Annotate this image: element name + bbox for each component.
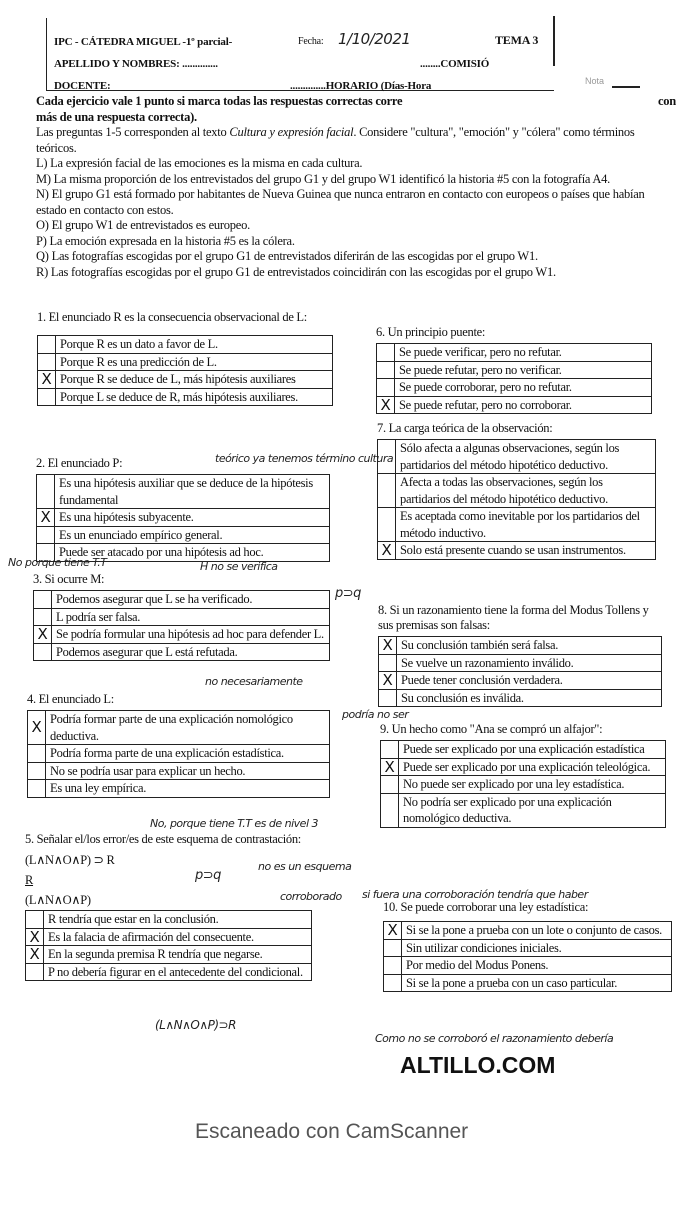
option-checkbox[interactable]: [378, 508, 396, 542]
option-row: [377, 379, 652, 397]
option-checkbox[interactable]: [381, 793, 399, 827]
option-row: [377, 344, 652, 362]
option-text: Sólo afecta a algunas observaciones, según los partidarios del método hipotético deductivo.: [396, 440, 656, 474]
option-row: [378, 440, 656, 474]
option-text: Es aceptada como inevitable por los partidarios del método inductivo.: [396, 508, 656, 542]
option-text: Podemos asegurar que L se ha verificado.: [52, 591, 330, 609]
option-text: R tendría que estar en la conclusión.: [44, 911, 312, 929]
statement-r: R) Las fotografías escogidas por el grupo G1 de entrevistados coincidirán con las escogidas por el grupo W1.: [36, 264, 556, 279]
option-row: [384, 922, 672, 940]
option-checkbox[interactable]: [384, 939, 402, 957]
question-q3: [33, 572, 330, 661]
option-row: [384, 939, 672, 957]
option-text: Afecta a todas las observaciones, según los partidarios del método hipotético deductivo.: [396, 474, 656, 508]
option-text: No puede ser explicado por una ley estadística.: [399, 776, 666, 794]
option-row: [377, 396, 652, 414]
option-checkbox[interactable]: X: [38, 371, 56, 389]
option-text: Puede ser atacado por una hipótesis ad hoc.: [55, 544, 330, 562]
option-row: [381, 776, 666, 794]
horario-field: ..............HORARIO (Días-Hora: [290, 80, 432, 92]
option-checkbox[interactable]: [379, 654, 397, 672]
divider: [553, 16, 555, 66]
option-text: Es la falacia de afirmación del consecuente.: [44, 928, 312, 946]
option-text: Es una hipótesis subyacente.: [55, 509, 330, 527]
handwritten-note: podría no ser: [342, 708, 409, 721]
option-checkbox[interactable]: [377, 379, 395, 397]
handwritten-note: p⊃q: [195, 868, 221, 883]
statement-m: M) La misma proporción de los entrevistados del grupo G1 y del grupo W1 identificó la historia #5 con la fotografía A4.: [36, 171, 611, 186]
option-checkbox[interactable]: X: [37, 509, 55, 527]
option-row: [384, 974, 672, 992]
option-row: [28, 711, 330, 745]
options-table: [378, 636, 662, 707]
option-checkbox[interactable]: [28, 762, 46, 780]
formula-line: (L∧N∧O∧P) ⊃ R: [25, 853, 115, 867]
option-checkbox[interactable]: [377, 361, 395, 379]
scanner-watermark: Escaneado con CamScanner: [195, 1120, 469, 1143]
instruction-line: [36, 94, 676, 110]
options-table: [33, 590, 330, 661]
option-row: [378, 508, 656, 542]
brand-watermark: ALTILLO.COM: [400, 1052, 556, 1078]
option-checkbox[interactable]: [26, 911, 44, 929]
course-title: IPC - CÁTEDRA MIGUEL -1º parcial-: [54, 36, 233, 48]
option-text: Es una ley empírica.: [46, 780, 330, 798]
handwritten-note: Como no se corroboró el razonamiento debería: [375, 1032, 614, 1045]
option-text: Porque L se deduce de R, más hipótesis auxiliares.: [56, 388, 333, 406]
option-row: [38, 353, 333, 371]
option-row: [28, 780, 330, 798]
option-text: Se puede corroborar, pero no refutar.: [395, 379, 652, 397]
question-title: 4. El enunciado L:: [27, 692, 114, 706]
options-table: [36, 474, 330, 562]
nota-label: Nota: [585, 76, 605, 86]
options-table: [383, 921, 672, 992]
instruction-text-end: con: [658, 94, 676, 108]
option-row: [38, 371, 333, 389]
handwritten-note: p⊃q: [335, 586, 361, 601]
option-row: [37, 509, 330, 527]
name-field: APELLIDO Y NOMBRES: ..............: [54, 58, 218, 70]
question-q9: [380, 722, 666, 828]
option-text: Es una hipótesis auxiliar que se deduce de la hipótesis fundamental: [55, 475, 330, 509]
handwritten-note: teórico ya tenemos término cultura: [215, 452, 394, 465]
handwritten-note: no es un esquema: [258, 860, 352, 873]
option-text: Se puede verificar, pero no refutar.: [395, 344, 652, 362]
option-row: [381, 793, 666, 827]
option-checkbox[interactable]: X: [384, 922, 402, 940]
option-text: Su conclusión también será falsa.: [397, 637, 662, 655]
options-table: [380, 740, 666, 828]
option-checkbox[interactable]: [34, 643, 52, 661]
question-title: 6. Un principio puente:: [376, 325, 486, 339]
option-checkbox[interactable]: X: [381, 758, 399, 776]
options-table: [25, 910, 312, 981]
question-q4: [27, 692, 330, 798]
question-q7: [377, 421, 656, 560]
instruction-text: Las preguntas 1-5 corresponden al texto: [36, 125, 230, 139]
option-row: [377, 361, 652, 379]
option-checkbox[interactable]: [26, 963, 44, 981]
question-q8: [378, 603, 662, 707]
question-title: 9. Un hecho como "Ana se compró un alfajor":: [380, 722, 603, 736]
question-title: 5. Señalar el/los error/es de este esquema de contrastación:: [25, 832, 301, 846]
question-title: 1. El enunciado R es la consecuencia observacional de L:: [37, 310, 307, 324]
option-text: Podemos asegurar que L está refutada.: [52, 643, 330, 661]
option-checkbox[interactable]: [34, 608, 52, 626]
handwritten-note: No, porque tiene T.T es de nivel 3: [150, 817, 319, 830]
question-q1: [37, 310, 333, 406]
option-checkbox[interactable]: [377, 344, 395, 362]
instruction-text: . Considere "cultura", "emoción" y "cólera" como términos teóricos.: [36, 125, 635, 155]
option-row: [379, 689, 662, 707]
option-row: [37, 526, 330, 544]
option-checkbox[interactable]: [379, 689, 397, 707]
question-title: 7. La carga teórica de la observación:: [377, 421, 553, 435]
option-checkbox[interactable]: [38, 336, 56, 354]
handwritten-note: si fuera una corroboración tendría que haber: [362, 888, 588, 901]
option-text: Se puede refutar, pero no verificar.: [395, 361, 652, 379]
option-text: Por medio del Modus Ponens.: [402, 957, 672, 975]
option-row: [378, 542, 656, 560]
option-row: [378, 474, 656, 508]
handwritten-note: no necesariamente: [205, 675, 303, 688]
option-checkbox[interactable]: [381, 776, 399, 794]
question-title: 2. El enunciado P:: [36, 456, 123, 470]
question-title: 8. Si un razonamiento tiene la forma del Modus Tollens y sus premisas son falsas:: [378, 603, 649, 632]
option-row: [34, 591, 330, 609]
handwritten-note: H no se verifica: [200, 560, 278, 573]
option-row: [26, 946, 312, 964]
option-text: Se puede refutar, pero no corroborar.: [395, 396, 652, 414]
option-text: Su conclusión es inválida.: [397, 689, 662, 707]
option-checkbox[interactable]: X: [379, 672, 397, 690]
option-row: [38, 336, 333, 354]
option-row: [38, 388, 333, 406]
option-text: Podría forma parte de una explicación estadística.: [46, 745, 330, 763]
option-checkbox[interactable]: [28, 745, 46, 763]
option-checkbox[interactable]: X: [26, 946, 44, 964]
option-checkbox[interactable]: X: [34, 626, 52, 644]
option-row: [34, 608, 330, 626]
text-title: Cultura y expresión facial: [229, 125, 354, 139]
option-row: [28, 762, 330, 780]
docente-field: DOCENTE:: [54, 80, 111, 92]
options-table: [37, 335, 333, 406]
option-text: Puede tener conclusión verdadera.: [397, 672, 662, 690]
option-text: Si se la pone a prueba con un caso particular.: [402, 974, 672, 992]
date-label: Fecha:: [298, 36, 324, 47]
instructions: [36, 94, 676, 280]
statement-o: O) El grupo W1 de entrevistados es europeo.: [36, 218, 250, 232]
options-table: [376, 343, 652, 414]
question-q6: [376, 325, 652, 414]
nota-line: [612, 86, 640, 88]
option-checkbox[interactable]: X: [378, 542, 396, 560]
option-checkbox[interactable]: [28, 780, 46, 798]
option-checkbox[interactable]: [34, 591, 52, 609]
option-row: [379, 672, 662, 690]
option-text: Sin utilizar condiciones iniciales.: [402, 939, 672, 957]
question-q5: [25, 832, 312, 981]
option-row: [379, 637, 662, 655]
option-text: Si se la pone a prueba con un lote o conjunto de casos.: [402, 922, 672, 940]
option-row: [37, 475, 330, 509]
option-row: [34, 626, 330, 644]
option-row: [379, 654, 662, 672]
handwritten-note: (L∧N∧O∧P)⊃R: [155, 1018, 236, 1032]
option-text: Porque R es una predicción de L.: [56, 353, 333, 371]
option-text: L podría ser falsa.: [52, 608, 330, 626]
formula-line: (L∧N∧O∧P): [25, 893, 91, 907]
option-checkbox[interactable]: X: [377, 396, 395, 414]
option-row: [384, 957, 672, 975]
question-title: 10. Se puede corroborar una ley estadística:: [383, 900, 589, 914]
option-text: Puede ser explicado por una explicación estadística: [399, 741, 666, 759]
option-text: En la segunda premisa R tendría que negarse.: [44, 946, 312, 964]
statement-n: N) El grupo G1 está formado por habitantes de Nueva Guinea que nunca entraron en contacto con europeos o países que habían estado en contacto con estos.: [36, 187, 645, 217]
option-row: [381, 741, 666, 759]
question-title: 3. Si ocurre M:: [33, 572, 105, 586]
option-text: Porque R es un dato a favor de L.: [56, 336, 333, 354]
option-text: P no debería figurar en el antecedente del condicional.: [44, 963, 312, 981]
handwritten-note: corroborado: [280, 890, 342, 903]
date-value: 1/10/2021: [338, 30, 411, 48]
option-checkbox[interactable]: X: [28, 711, 46, 745]
option-row: [26, 963, 312, 981]
options-table: [377, 439, 656, 560]
option-text: No podría ser explicado por una explicación nomológico deductiva.: [399, 793, 666, 827]
option-text: Porque R se deduce de L, más hipótesis auxiliares: [56, 371, 333, 389]
option-checkbox[interactable]: [38, 353, 56, 371]
option-row: [26, 928, 312, 946]
option-text: No se podría usar para explicar un hecho.: [46, 762, 330, 780]
statement-p: P) La emoción expresada en la historia #5 es la cólera.: [36, 233, 295, 248]
instruction-line: más de una respuesta correcta).: [36, 109, 197, 124]
option-text: Solo está presente cuando se usan instrumentos.: [396, 542, 656, 560]
tema-label: TEMA 3: [495, 33, 539, 47]
option-row: [28, 745, 330, 763]
question-q2: [36, 456, 330, 562]
option-text: Puede ser explicado por una explicación teleológica.: [399, 758, 666, 776]
statement-q: Q) Las fotografías escogidas por el grupo G1 de entrevistados diferirán de las escogidas por el grupo W1.: [36, 249, 538, 263]
option-checkbox[interactable]: [37, 526, 55, 544]
comision-field: ........COMISIÓ: [420, 58, 490, 70]
option-row: [34, 643, 330, 661]
option-row: [26, 911, 312, 929]
option-text: Podría formar parte de una explicación nomológico deductiva.: [46, 711, 330, 745]
option-checkbox[interactable]: [384, 974, 402, 992]
option-text: Se vuelve un razonamiento inválido.: [397, 654, 662, 672]
question-q10: [383, 900, 672, 992]
option-checkbox[interactable]: X: [26, 928, 44, 946]
instruction-text: Cada ejercicio vale 1 punto si marca todas las respuestas correctas corre: [36, 94, 403, 108]
option-checkbox[interactable]: [381, 741, 399, 759]
option-checkbox[interactable]: X: [379, 637, 397, 655]
handwritten-note: No porque tiene T.T: [8, 556, 107, 569]
option-checkbox[interactable]: [37, 475, 55, 509]
option-checkbox[interactable]: [38, 388, 56, 406]
statement-l: L) La expresión facial de las emociones es la misma en cada cultura.: [36, 156, 363, 170]
option-checkbox[interactable]: [384, 957, 402, 975]
option-row: [381, 758, 666, 776]
option-text: Se podría formular una hipótesis ad hoc para defender L.: [52, 626, 330, 644]
instruction-line: [36, 125, 676, 156]
options-table: [27, 710, 330, 798]
option-checkbox[interactable]: [378, 474, 396, 508]
formula-line: R: [25, 873, 34, 887]
option-text: Es un enunciado empírico general.: [55, 526, 330, 544]
